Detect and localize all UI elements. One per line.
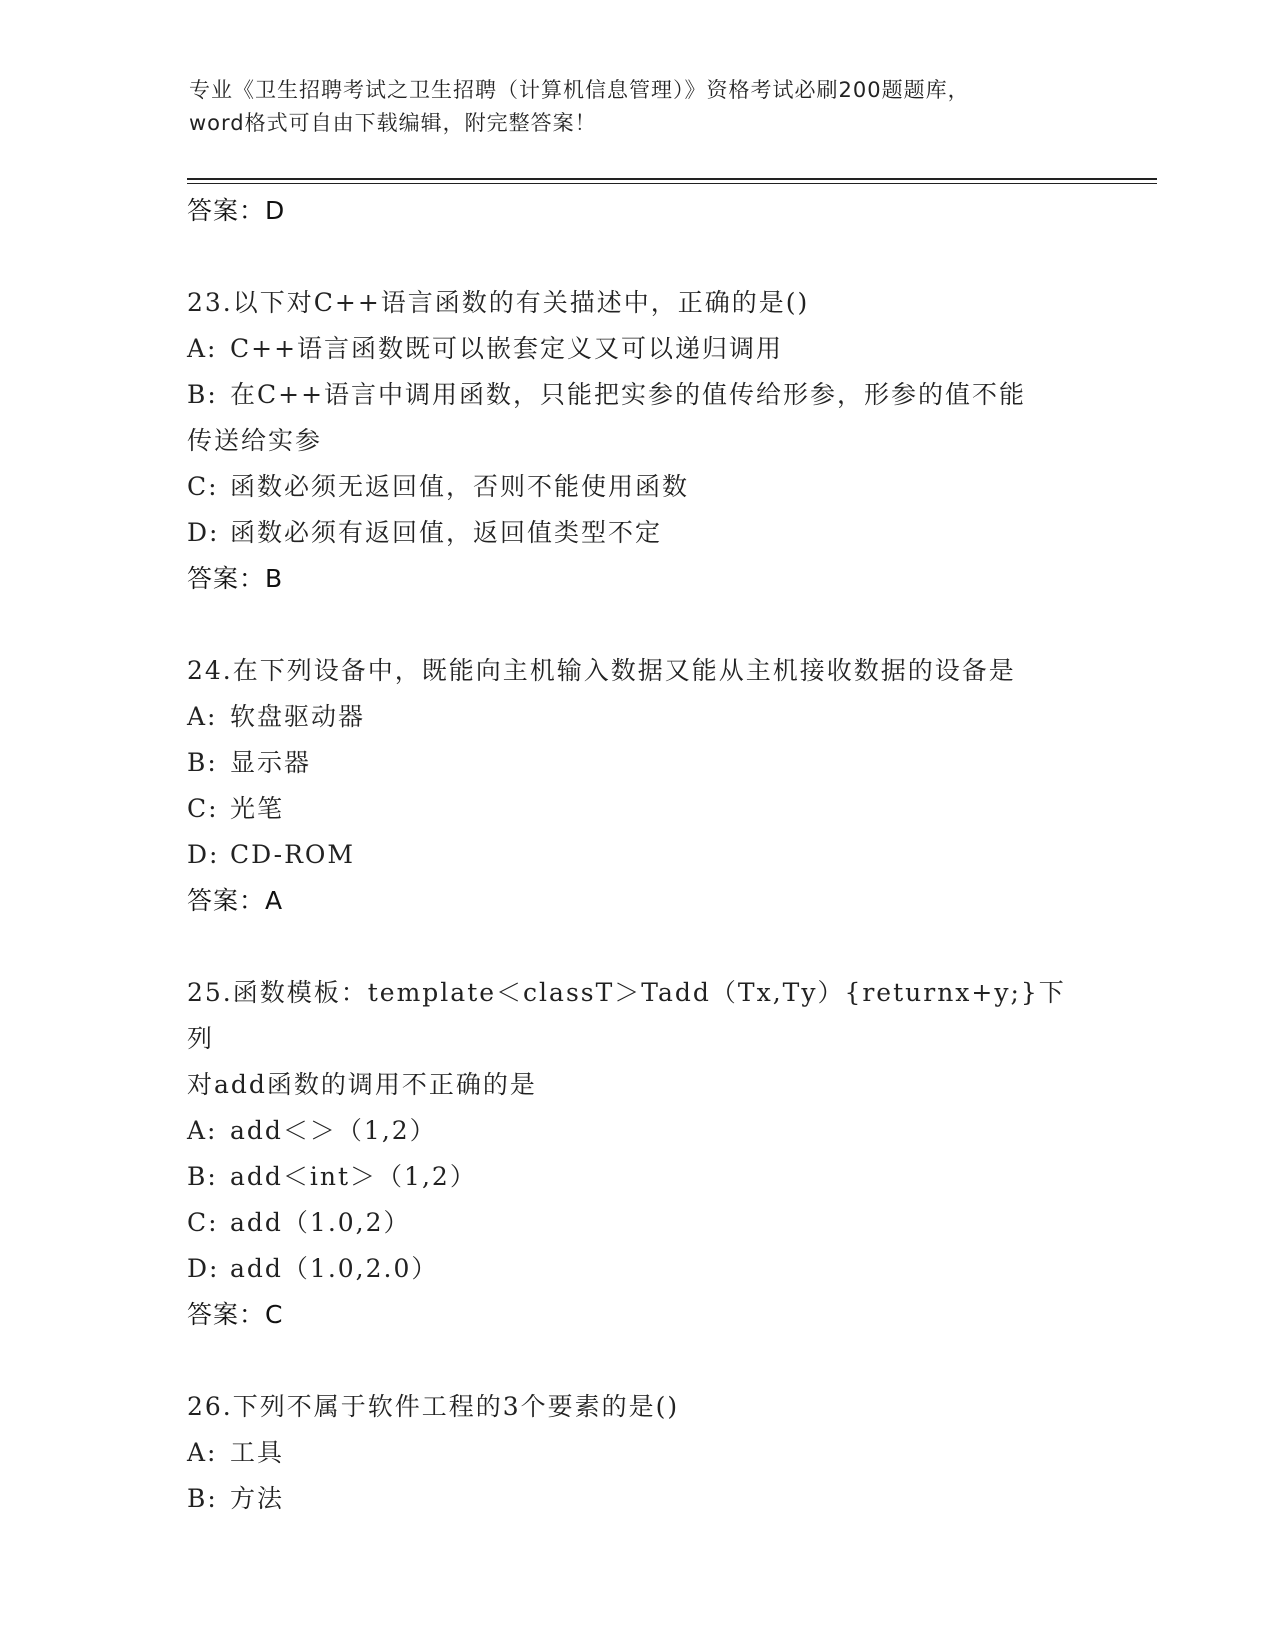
answer-line: 答案：B xyxy=(187,564,284,593)
option-letter: D: xyxy=(187,518,220,547)
option-text: add＜＞（1,2） xyxy=(230,1116,437,1145)
document-header xyxy=(189,74,1089,140)
question-option xyxy=(187,510,1087,556)
option-letter: C: xyxy=(187,1208,219,1237)
question-stem: 23.以下对C++语言函数的有关描述中，正确的是() xyxy=(187,288,810,317)
option-letter: A: xyxy=(187,1438,218,1467)
option-text: 软盘驱动器 xyxy=(230,702,366,731)
question-stem: 对add函数的调用不正确的是 xyxy=(187,1070,537,1099)
option-text: 光笔 xyxy=(230,794,285,823)
document-body xyxy=(187,188,1087,1522)
option-letter: C: xyxy=(187,794,219,823)
option-letter: D: xyxy=(187,840,220,869)
option-letter: A: xyxy=(187,334,218,363)
option-letter: B: xyxy=(187,748,218,777)
question-option xyxy=(187,464,1087,510)
option-letter: B: xyxy=(187,1484,218,1513)
question-option xyxy=(187,740,1087,786)
option-text: add＜int＞（1,2） xyxy=(230,1162,477,1191)
answer-line: 答案：D xyxy=(187,196,286,225)
question-block xyxy=(187,648,1087,924)
header-rule-thin xyxy=(187,183,1157,184)
option-text: C++语言函数既可以嵌套定义又可以递归调用 xyxy=(230,334,784,363)
option-text: 在C++语言中调用函数，只能把实参的值传给形参，形参的值不能 xyxy=(230,380,1027,409)
question-block xyxy=(187,1384,1087,1522)
question-option xyxy=(187,1108,1087,1154)
header-line-1: 专业《卫生招聘考试之卫生招聘（计算机信息管理）》资格考试必刷200题题库， xyxy=(189,78,970,102)
answer-line: 答案：C xyxy=(187,1300,284,1329)
question-option xyxy=(187,326,1087,372)
option-text: 工具 xyxy=(230,1438,285,1467)
option-text: add（1.0,2.0） xyxy=(230,1254,439,1283)
question-option xyxy=(187,1200,1087,1246)
question-stem: 24.在下列设备中，既能向主机输入数据又能从主机接收数据的设备是 xyxy=(187,656,1016,685)
option-text: add（1.0,2） xyxy=(230,1208,411,1237)
question-option xyxy=(187,1430,1087,1476)
option-letter: A: xyxy=(187,1116,218,1145)
option-letter: B: xyxy=(187,1162,218,1191)
option-text: 函数必须无返回值，否则不能使用函数 xyxy=(230,472,690,501)
question-option xyxy=(187,418,1087,464)
header-rule-thick xyxy=(187,178,1157,180)
question-block xyxy=(187,280,1087,602)
option-text: 传送给实参 xyxy=(187,426,323,455)
option-letter: A: xyxy=(187,702,218,731)
option-text: 方法 xyxy=(230,1484,285,1513)
question-option xyxy=(187,1476,1087,1522)
question-stem: 26.下列不属于软件工程的3个要素的是() xyxy=(187,1392,680,1421)
question-option xyxy=(187,786,1087,832)
header-line-2: word格式可自由下载编辑，附完整答案！ xyxy=(189,111,597,135)
option-letter: B: xyxy=(187,380,218,409)
option-text: CD-ROM xyxy=(230,840,356,869)
answer-line: 答案：A xyxy=(187,886,284,915)
question-option xyxy=(187,1246,1087,1292)
option-letter: C: xyxy=(187,472,219,501)
question-block xyxy=(187,970,1087,1338)
option-text: 函数必须有返回值，返回值类型不定 xyxy=(230,518,663,547)
question-option xyxy=(187,694,1087,740)
option-text: 显示器 xyxy=(230,748,312,777)
question-option xyxy=(187,832,1087,878)
question-option xyxy=(187,372,1087,418)
question-option xyxy=(187,1154,1087,1200)
option-letter: D: xyxy=(187,1254,220,1283)
question-stem: 25.函数模板：template＜classT＞Tadd（Tx,Ty）{returnx+y;}下列 xyxy=(187,978,1066,1053)
